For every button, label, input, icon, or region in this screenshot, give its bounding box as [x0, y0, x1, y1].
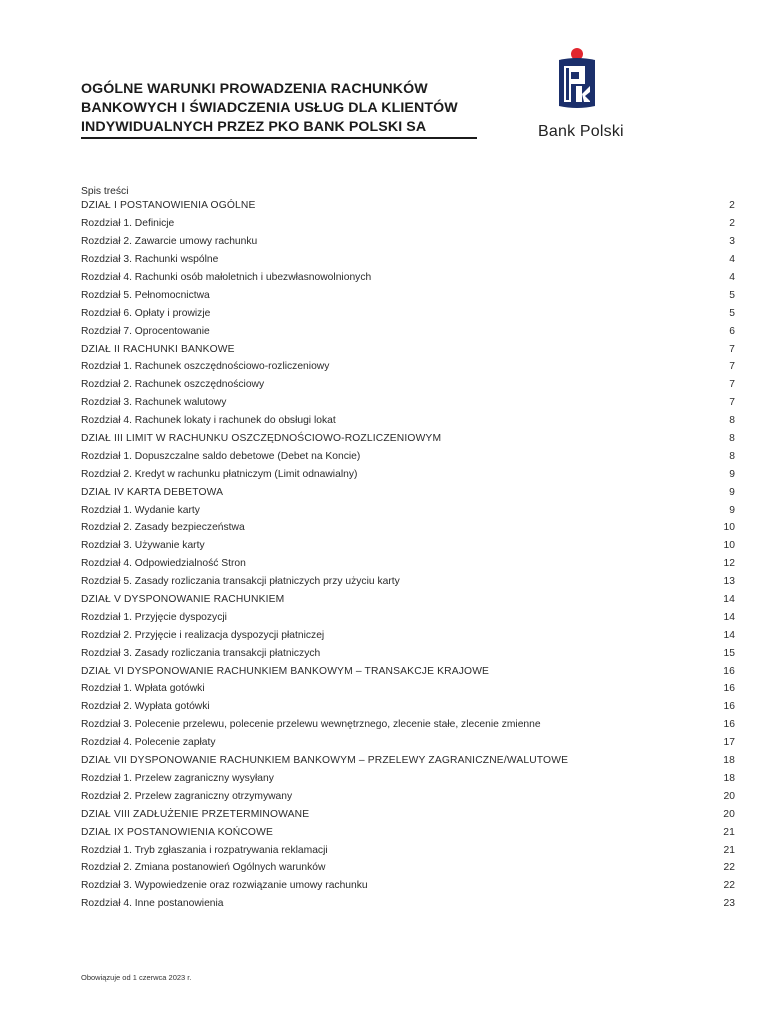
toc-chapter-entry[interactable]: [81, 573, 735, 591]
toc-entry-page-number: 22: [723, 880, 735, 892]
toc-section-entry[interactable]: [81, 430, 735, 448]
toc-chapter-entry[interactable]: [81, 215, 735, 233]
toc-entry-page-number: 7: [729, 361, 735, 373]
document-title: [81, 80, 481, 137]
toc-entry-page-number: 2: [729, 200, 735, 212]
toc-chapter-entry[interactable]: [81, 447, 735, 465]
toc-entry-label: Rozdział 1. Tryb zgłaszania i rozpatrywania reklamacji: [81, 844, 328, 856]
toc-chapter-entry[interactable]: [81, 322, 735, 340]
toc-entry-page-number: 8: [729, 450, 735, 462]
toc-entry-label: Rozdział 6. Opłaty i prowizje: [81, 307, 211, 319]
toc-entry-page-number: 16: [723, 683, 735, 695]
toc-entry-page-number: 15: [723, 647, 735, 659]
toc-section-entry[interactable]: [81, 823, 735, 841]
toc-entry-page-number: 16: [723, 719, 735, 731]
toc-entry-page-number: 2: [729, 218, 735, 230]
toc-entry-page-number: 23: [723, 898, 735, 910]
toc-entry-label: Rozdział 2. Kredyt w rachunku płatniczym (Limit odnawialny): [81, 468, 358, 480]
toc-chapter-entry[interactable]: [81, 376, 735, 394]
toc-chapter-entry[interactable]: [81, 394, 735, 412]
toc-chapter-entry[interactable]: [81, 412, 735, 430]
toc-chapter-entry[interactable]: [81, 644, 735, 662]
toc-chapter-entry[interactable]: [81, 501, 735, 519]
toc-entry-label: Rozdział 3. Polecenie przelewu, polecenie przelewu wewnętrznego, zlecenie stałe, zlecenie zmienne: [81, 719, 541, 731]
toc-entry-label: Rozdział 2. Zawarcie umowy rachunku: [81, 236, 258, 248]
toc-entry-page-number: 4: [729, 272, 735, 283]
toc-entry-page-number: 10: [723, 522, 735, 534]
toc-entry-page-number: 7: [729, 379, 735, 391]
toc-entry-page-number: 7: [729, 397, 735, 409]
toc-entry-page-number: 20: [723, 808, 735, 820]
toc-entry-page-number: 18: [723, 755, 735, 767]
toc-entry-label: Rozdział 3. Zasady rozliczania transakcji płatniczych: [81, 647, 321, 659]
toc-entry-page-number: 10: [723, 540, 735, 552]
toc-chapter-entry[interactable]: [81, 537, 735, 555]
toc-entry-page-number: 7: [729, 343, 735, 355]
toc-entry-label: Rozdział 3. Rachunek walutowy: [81, 397, 227, 409]
toc-entry-page-number: 17: [723, 737, 735, 749]
toc-entry-label: DZIAŁ III LIMIT W RACHUNKU OSZCZĘDNOŚCIOWO-ROZLICZENIOWYM: [81, 433, 442, 445]
toc-chapter-entry[interactable]: [81, 251, 735, 269]
toc-entry-label: Rozdział 3. Wypowiedzenie oraz rozwiązanie umowy rachunku: [81, 880, 368, 892]
logo-text: Bank Polski: [538, 123, 624, 140]
toc-section-entry[interactable]: [81, 197, 735, 215]
toc-entry-label: Rozdział 2. Przyjęcie i realizacja dyspozycji płatniczej: [81, 629, 325, 641]
toc-entry-page-number: 8: [729, 415, 735, 427]
toc-chapter-entry[interactable]: [81, 698, 735, 716]
toc-entry-page-number: 22: [723, 862, 735, 874]
toc-entry-label: Rozdział 7. Oprocentowanie: [81, 325, 210, 337]
toc-entry-label: Rozdział 5. Zasady rozliczania transakcji płatniczych przy użyciu karty: [81, 576, 400, 588]
toc-entry-label: Rozdział 3. Używanie karty: [81, 540, 205, 552]
toc-entry-page-number: 21: [723, 826, 735, 838]
toc-entry-label: DZIAŁ II RACHUNKI BANKOWE: [81, 343, 235, 355]
toc-chapter-entry[interactable]: [81, 608, 735, 626]
toc-chapter-entry[interactable]: [81, 519, 735, 537]
toc-entry-page-number: 6: [729, 325, 735, 337]
toc-section-entry[interactable]: [81, 591, 735, 609]
toc-chapter-entry[interactable]: [81, 233, 735, 251]
toc-entry-label: DZIAŁ IV KARTA DEBETOWA: [81, 486, 224, 498]
toc-entry-page-number: 20: [723, 790, 735, 802]
toc-entry-page-number: 5: [729, 289, 735, 301]
toc-chapter-entry[interactable]: [81, 680, 735, 698]
toc-chapter-entry[interactable]: [81, 626, 735, 644]
toc-entry-page-number: 3: [729, 236, 735, 248]
toc-section-entry[interactable]: [81, 483, 735, 501]
title-divider: [81, 137, 477, 139]
toc-entry-label: Rozdział 1. Rachunek oszczędnościowo-rozliczeniowy: [81, 361, 330, 373]
toc-entry-page-number: 13: [723, 576, 735, 588]
document-title-line: OGÓLNE WARUNKI PROWADZENIA RACHUNKÓW: [81, 81, 428, 97]
toc-entry-label: Rozdział 4. Inne postanowienia: [81, 898, 224, 910]
toc-chapter-entry[interactable]: [81, 859, 735, 877]
toc-entry-page-number: 9: [729, 486, 735, 498]
toc-entry-label: Rozdział 2. Rachunek oszczędnościowy: [81, 379, 265, 391]
toc-entry-page-number: 16: [723, 701, 735, 713]
toc-chapter-entry[interactable]: [81, 465, 735, 483]
toc-entry-label: Rozdział 2. Przelew zagraniczny otrzymywany: [81, 790, 293, 802]
toc-entry-label: DZIAŁ VII DYSPONOWANIE RACHUNKIEM BANKOWYM – PRZELEWY ZAGRANICZNE/WALUTOWE: [81, 755, 569, 767]
toc-entry-label: Rozdział 3. Rachunki wspólne: [81, 254, 219, 266]
toc-entry-page-number: 16: [723, 665, 735, 677]
toc-entry-label: DZIAŁ V DYSPONOWANIE RACHUNKIEM: [81, 594, 285, 606]
toc-entry-page-number: 14: [723, 594, 735, 606]
toc-entry-label: DZIAŁ VI DYSPONOWANIE RACHUNKIEM BANKOWYM – TRANSAKCJE KRAJOWE: [81, 665, 490, 677]
toc-entry-label: Rozdział 4. Rachunek lokaty i rachunek do obsługi lokat: [81, 415, 336, 427]
toc-entry-label: Rozdział 1. Dopuszczalne saldo debetowe (Debet na Koncie): [81, 450, 361, 462]
toc-entry-label: Rozdział 1. Przyjęcie dyspozycji: [81, 611, 227, 623]
toc-heading: Spis treści: [81, 186, 129, 197]
toc-entry-label: DZIAŁ VIII ZADŁUŻENIE PRZETERMINOWANE: [81, 808, 310, 820]
document-title-line: INDYWIDUALNYCH PRZEZ PKO BANK POLSKI SA: [81, 119, 427, 135]
toc-entry-label: Rozdział 2. Wypłata gotówki: [81, 701, 210, 713]
toc-chapter-entry[interactable]: [81, 286, 735, 304]
toc-entry-label: Rozdział 4. Polecenie zapłaty: [81, 737, 216, 749]
toc-entry-page-number: 4: [729, 254, 735, 266]
pko-bp-logo-icon: [552, 46, 602, 114]
toc-entry-page-number: 9: [729, 468, 735, 480]
table-of-contents: [81, 197, 735, 913]
footer-effective-date: Obowiązuje od 1 czerwca 2023 r.: [81, 973, 192, 982]
toc-section-entry[interactable]: [81, 340, 735, 358]
toc-chapter-entry[interactable]: [81, 841, 735, 859]
toc-chapter-entry[interactable]: [81, 770, 735, 788]
toc-entry-label: Rozdział 1. Wydanie karty: [81, 504, 200, 516]
toc-entry-label: DZIAŁ IX POSTANOWIENIA KOŃCOWE: [81, 826, 273, 838]
toc-entry-page-number: 5: [729, 307, 735, 319]
toc-chapter-entry[interactable]: [81, 734, 735, 752]
toc-entry-label: Rozdział 1. Definicje: [81, 218, 175, 230]
toc-entry-label: Rozdział 5. Pełnomocnictwa: [81, 289, 210, 301]
toc-entry-label: Rozdział 1. Przelew zagraniczny wysyłany: [81, 772, 274, 784]
toc-entry-label: Rozdział 4. Rachunki osób małoletnich i ubezwłasnowolnionych: [81, 272, 372, 283]
toc-entry-label: Rozdział 2. Zasady bezpieczeństwa: [81, 522, 245, 534]
toc-chapter-entry[interactable]: [81, 716, 735, 734]
toc-entry-page-number: 12: [723, 558, 735, 570]
toc-entry-page-number: 21: [723, 844, 735, 856]
toc-chapter-entry[interactable]: [81, 787, 735, 805]
toc-entry-label: DZIAŁ I POSTANOWIENIA OGÓLNE: [81, 200, 256, 212]
toc-entry-page-number: 18: [723, 772, 735, 784]
toc-entry-label: Rozdział 4. Odpowiedzialność Stron: [81, 558, 246, 570]
toc-entry-page-number: 9: [729, 504, 735, 516]
bank-logo: [535, 46, 625, 146]
toc-entry-page-number: 8: [729, 433, 735, 445]
toc-chapter-entry[interactable]: [81, 877, 735, 895]
toc-chapter-entry[interactable]: [81, 269, 735, 287]
toc-chapter-entry[interactable]: [81, 304, 735, 322]
toc-chapter-entry[interactable]: [81, 358, 735, 376]
toc-entry-page-number: 14: [723, 629, 735, 641]
toc-chapter-entry[interactable]: [81, 895, 735, 913]
toc-section-entry[interactable]: [81, 752, 735, 770]
toc-section-entry[interactable]: [81, 662, 735, 680]
toc-section-entry[interactable]: [81, 805, 735, 823]
toc-entry-label: Rozdział 2. Zmiana postanowień Ogólnych warunków: [81, 862, 326, 874]
toc-chapter-entry[interactable]: [81, 555, 735, 573]
toc-entry-page-number: 14: [723, 611, 735, 623]
toc-entry-label: Rozdział 1. Wpłata gotówki: [81, 683, 205, 695]
document-title-line: BANKOWYCH I ŚWIADCZENIA USŁUG DLA KLIENTÓW: [81, 100, 458, 116]
